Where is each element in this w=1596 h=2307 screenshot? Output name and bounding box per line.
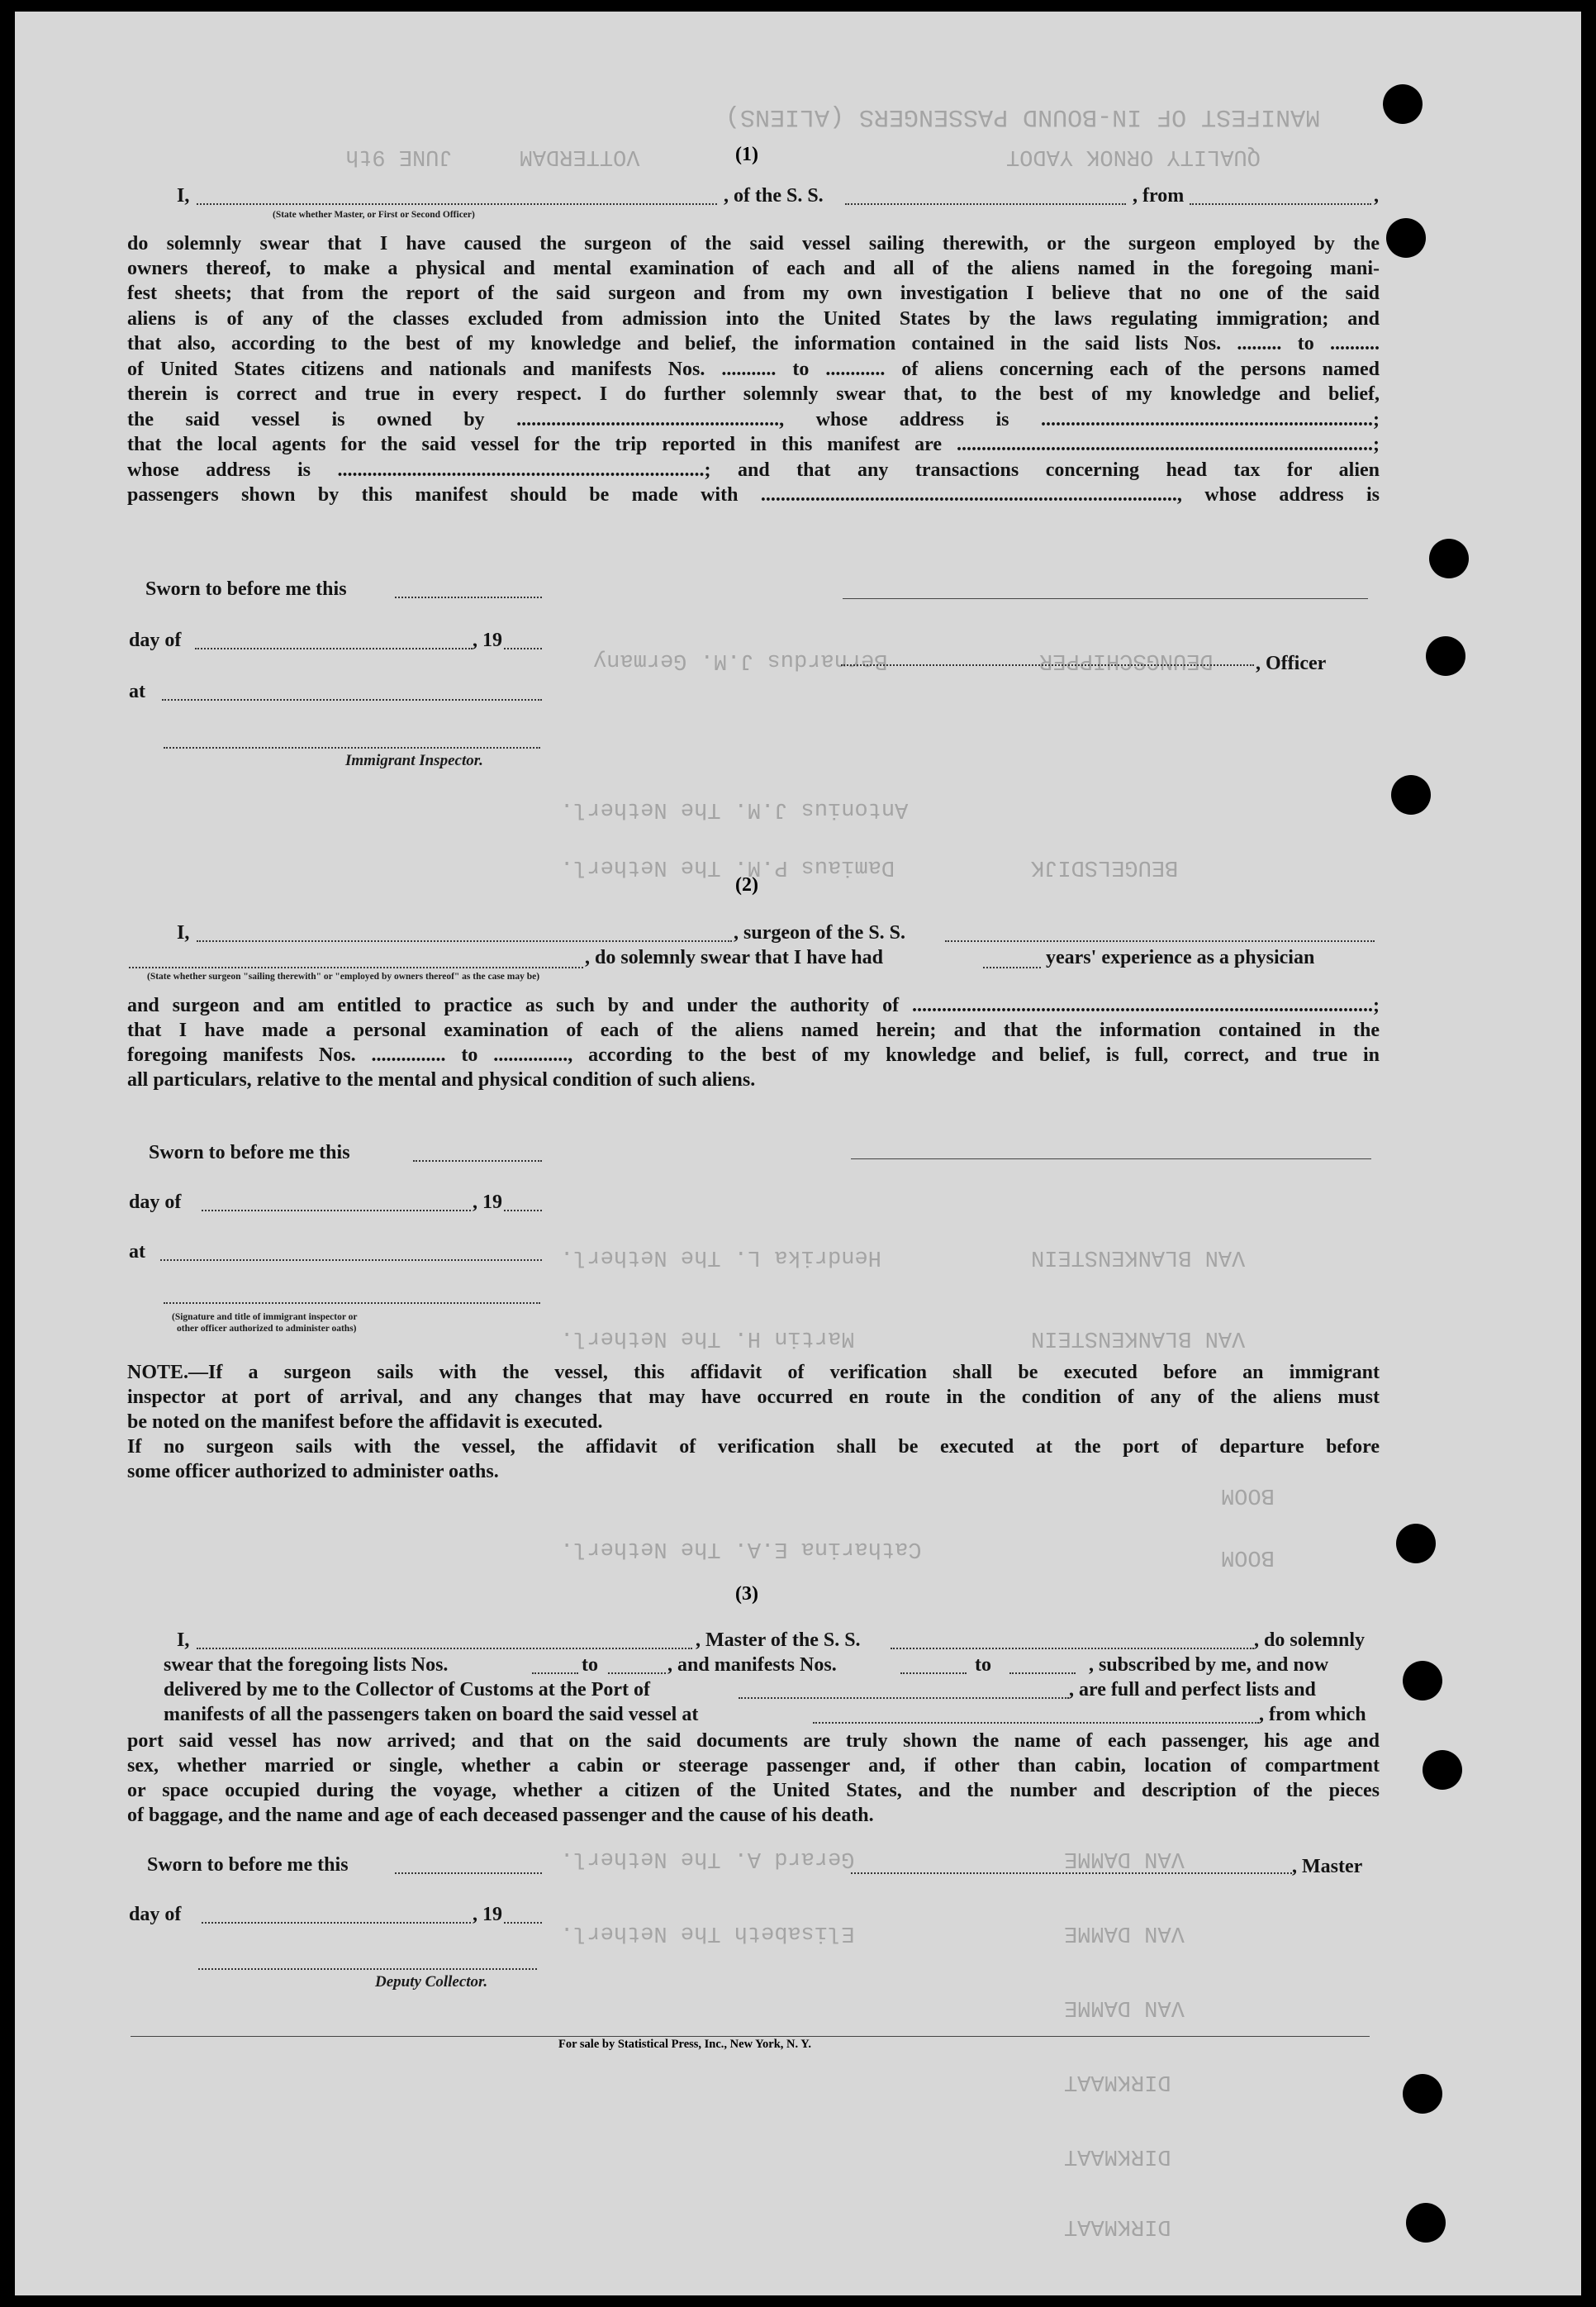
punch-hole <box>1391 775 1431 815</box>
s3-body-1: port said vessel has now arrived; and that on the said documents are truly shown the name of each passenger, his age and <box>127 1730 1380 1752</box>
s3-l2-to2: to <box>975 1654 991 1676</box>
note-line-2: inspector at port of arrival, and any changes that may have occurred en route in the condition of any of the aliens must <box>127 1387 1380 1408</box>
s2-sig-caption-2: other officer authorized to administer oaths) <box>177 1324 357 1334</box>
bleed-through-text: VAN DAMME <box>1064 1920 1185 1945</box>
printer-imprint: For sale by Statistical Press, Inc., New York, N. Y. <box>558 2038 811 2051</box>
bleed-through-text: DEUNGSCHIPPER <box>1039 648 1214 673</box>
s1-officer: , Officer <box>1256 653 1327 674</box>
bleed-through-text: Hendrika L. The Netherl. <box>560 1244 881 1269</box>
s1-line1-from: , from <box>1133 185 1185 207</box>
fill-line <box>162 699 542 701</box>
s2-body-4: all particulars, relative to the mental and physical condition of such aliens. <box>127 1069 756 1091</box>
s3-master-of: , Master of the S. S. <box>696 1629 861 1651</box>
fill-line <box>395 597 542 598</box>
fill-line <box>160 1259 542 1261</box>
bleed-through-text: VAN BLANKENSTEIN <box>1031 1325 1246 1350</box>
bleed-through-text: Antonius J.M. The Netherl. <box>560 797 909 821</box>
s3-l4-b: , from which <box>1259 1704 1366 1725</box>
fill-line <box>197 1648 692 1649</box>
fill-line <box>900 1672 967 1674</box>
bleed-through-text: Catharina E.A. The Netherl. <box>560 1536 922 1561</box>
footer-rule <box>131 2036 1370 2037</box>
fill-line <box>504 1922 542 1924</box>
s1-body-9: that the local agents for the said vessel for the trip reported in this manifest are ....................................................................................; <box>127 434 1380 455</box>
note-line-3: be noted on the manifest before the affidavit is executed. <box>127 1411 603 1433</box>
s3-sworn: Sworn to before me this <box>147 1854 349 1876</box>
fill-line <box>395 1872 542 1874</box>
punch-hole <box>1426 636 1465 676</box>
s2-line2b: years' experience as a physician <box>1046 947 1315 968</box>
manifest-verification-page <box>15 12 1581 2295</box>
s3-master: , Master <box>1292 1856 1363 1877</box>
signature-line <box>164 747 540 749</box>
s2-line2: , do solemnly swear that I have had <box>585 947 883 968</box>
section-1-number: (1) <box>735 144 758 165</box>
s3-l3-b: , are full and perfect lists and <box>1069 1679 1316 1701</box>
bleed-through-text: BOOM <box>1221 1482 1275 1507</box>
fill-line <box>841 664 1254 666</box>
fill-line <box>983 967 1041 968</box>
fill-line <box>739 1697 1069 1699</box>
s3-body-3: or space occupied during the voyage, whether a citizen of the United States, and the number and description of the pieces <box>127 1780 1380 1801</box>
bleed-through-text: VAN DAMME <box>1064 1846 1185 1871</box>
fill-line <box>608 1672 666 1674</box>
s1-body-4: aliens is of any of the classes excluded from admission into the United States by the laws regulating immigration; and <box>127 308 1380 330</box>
s3-i: I, <box>177 1629 190 1651</box>
s1-officer-caption: (State whether Master, or First or Second Officer) <box>273 210 475 220</box>
s2-sworn: Sworn to before me this <box>149 1142 350 1163</box>
fill-line <box>195 648 473 649</box>
section-2-number: (2) <box>735 874 758 896</box>
note-line-4: If no surgeon sails with the vessel, the affidavit of verification shall be executed at the port of departure before <box>127 1436 1380 1458</box>
bleed-through-text: Elisabeth The Netherl. <box>560 1920 855 1945</box>
signature-line <box>198 1968 537 1970</box>
fill-line <box>845 203 1126 205</box>
bleed-through-text: VAN DAMME <box>1064 1995 1185 2019</box>
fill-line <box>891 1648 1254 1649</box>
officer-signature-line <box>843 598 1368 599</box>
s1-body-5: that also, according to the best of my knowledge and belief, the information contained in the said lists Nos. ......... to .......... <box>127 333 1380 354</box>
s1-body-11: passengers shown by this manifest should be made with ...................................................................................., whose address is <box>127 484 1380 506</box>
s1-dayof: day of <box>129 630 182 651</box>
s2-body-2: that I have made a personal examination of each of the aliens named herein; and that the information contained in the <box>127 1020 1380 1041</box>
s1-body-8: the said vessel is owned by ....................................................., whose address is ...................................................................; <box>127 409 1380 430</box>
s3-body-2: sex, whether married or single, whether a cabin or steerage passenger and, if other than cabin, location of compartment <box>127 1755 1380 1777</box>
fill-line <box>1009 1672 1076 1674</box>
fill-line <box>532 1672 578 1674</box>
fill-line <box>197 203 717 205</box>
fill-line <box>504 1210 542 1211</box>
s3-collector-caption: Deputy Collector. <box>375 1973 488 1991</box>
s3-dayof: day of <box>129 1904 182 1925</box>
bleed-through-text: Bernardus J.M. Germany <box>593 648 888 673</box>
s1-body-2: owners thereof, to make a physical and mental examination of each and all of the aliens named in the foregoing mani- <box>127 258 1380 279</box>
note-line-5: some officer authorized to administer oaths. <box>127 1461 499 1482</box>
s1-line1-of-ss: , of the S. S. <box>724 185 824 207</box>
fill-line <box>202 1922 471 1924</box>
s3-l2-b: , and manifests Nos. <box>667 1654 837 1676</box>
s2-i: I, <box>177 922 190 944</box>
punch-hole <box>1403 1661 1442 1701</box>
s1-line1-comma: , <box>1374 185 1379 207</box>
fill-line <box>813 1722 1259 1724</box>
fill-line <box>129 967 583 968</box>
s1-at: at <box>129 681 145 702</box>
punch-hole <box>1396 1524 1436 1563</box>
fill-line <box>851 1872 1292 1874</box>
punch-hole <box>1403 2074 1442 2114</box>
s2-surgeon-caption: (State whether surgeon "sailing therewith" or "employed by owners thereof" as the case may be) <box>147 972 540 982</box>
note-line-1: NOTE.—If a surgeon sails with the vessel, this affidavit of verification shall be executed before an immigrant <box>127 1362 1380 1383</box>
punch-hole <box>1429 539 1469 578</box>
fill-line <box>202 1210 471 1211</box>
punch-hole <box>1423 1750 1462 1790</box>
s3-do-solemnly: , do solemnly <box>1254 1629 1366 1651</box>
bleed-through-text: BEUGELSDIJK <box>1031 854 1179 879</box>
section-3-number: (3) <box>735 1583 758 1605</box>
s1-body-6: of United States citizens and nationals and manifests Nos. ........... to ............ of aliens concerning each of the persons named <box>127 359 1380 380</box>
fill-line <box>504 648 542 649</box>
fill-line <box>1190 203 1371 205</box>
punch-hole <box>1406 2203 1446 2243</box>
bleed-through-text: DIRKMAAT <box>1064 2214 1171 2238</box>
bleed-through-text: Martin H. The Netherl. <box>560 1325 855 1350</box>
bleed-through-text: VOTTERDAM JUNE 9th <box>345 144 640 169</box>
punch-hole <box>1383 84 1423 124</box>
s2-body-1: and surgeon and am entitled to practice as such by and under the authority of .............................................................................................; <box>127 995 1380 1016</box>
s2-19: , 19 <box>473 1192 502 1213</box>
fill-line <box>413 1160 542 1162</box>
bleed-through-text: QUALITY ORNOK YADOT <box>1006 144 1261 169</box>
s3-l2-a: swear that the foregoing lists Nos. <box>164 1654 449 1676</box>
s3-l3-a: delivered by me to the Collector of Customs at the Port of <box>164 1679 650 1701</box>
s1-19: , 19 <box>473 630 502 651</box>
s1-line1-i: I, <box>177 185 190 207</box>
bleed-through-text: MANIFEST OF IN-BOUND PASSENGERS (ALIENS) <box>725 102 1321 131</box>
s3-l2-to: to <box>582 1654 598 1676</box>
s1-body-3: fest sheets; that from the report of the said surgeon and from my own investigation I believe that no one of the said <box>127 283 1380 304</box>
bleed-through-text: DIRKMAAT <box>1064 2143 1171 2168</box>
fill-line <box>197 940 732 942</box>
s3-19: , 19 <box>473 1904 502 1925</box>
s1-body-7: therein is correct and true in every respect. I do further solemnly swear that, to the best of my knowledge and belief, <box>127 383 1380 405</box>
bleed-through-text: DIRKMAAT <box>1064 2069 1171 2094</box>
s1-body-1: do solemnly swear that I have caused the surgeon of the said vessel sailing therewith, or the surgeon employed by the <box>127 233 1380 254</box>
s2-body-3: foregoing manifests Nos. ............... to ..............., according to the best of my knowledge and belief, is full, correct, and true in <box>127 1044 1380 1066</box>
s2-sig-caption-1: (Signature and title of immigrant inspector or <box>172 1312 358 1322</box>
bleed-through-text: Gerard A. The Netherl. <box>560 1846 855 1871</box>
s1-inspector-caption: Immigrant Inspector. <box>345 752 483 769</box>
s3-body-4: of baggage, and the name and age of each deceased passenger and the cause of his death. <box>127 1805 874 1826</box>
punch-hole <box>1386 218 1426 258</box>
bleed-through-text: VAN BLANKENSTEIN <box>1031 1244 1246 1269</box>
surgeon-signature-line <box>851 1158 1371 1159</box>
s3-l4-a: manifests of all the passengers taken on board the said vessel at <box>164 1704 699 1725</box>
bleed-through-text: BOOM <box>1221 1544 1275 1569</box>
bleed-through-text: Damiaus P.M. The Netherl. <box>560 854 895 879</box>
s1-sworn: Sworn to before me this <box>145 578 347 600</box>
signature-line <box>164 1302 540 1304</box>
fill-line <box>945 940 1375 942</box>
s2-surgeon-of: , surgeon of the S. S. <box>734 922 906 944</box>
s2-dayof: day of <box>129 1192 182 1213</box>
s2-at: at <box>129 1241 145 1263</box>
s3-l2-c: , subscribed by me, and now <box>1089 1654 1329 1676</box>
s1-body-10: whose address is ..........................................................................; and that any transactions concerning head tax for alien <box>127 459 1380 481</box>
